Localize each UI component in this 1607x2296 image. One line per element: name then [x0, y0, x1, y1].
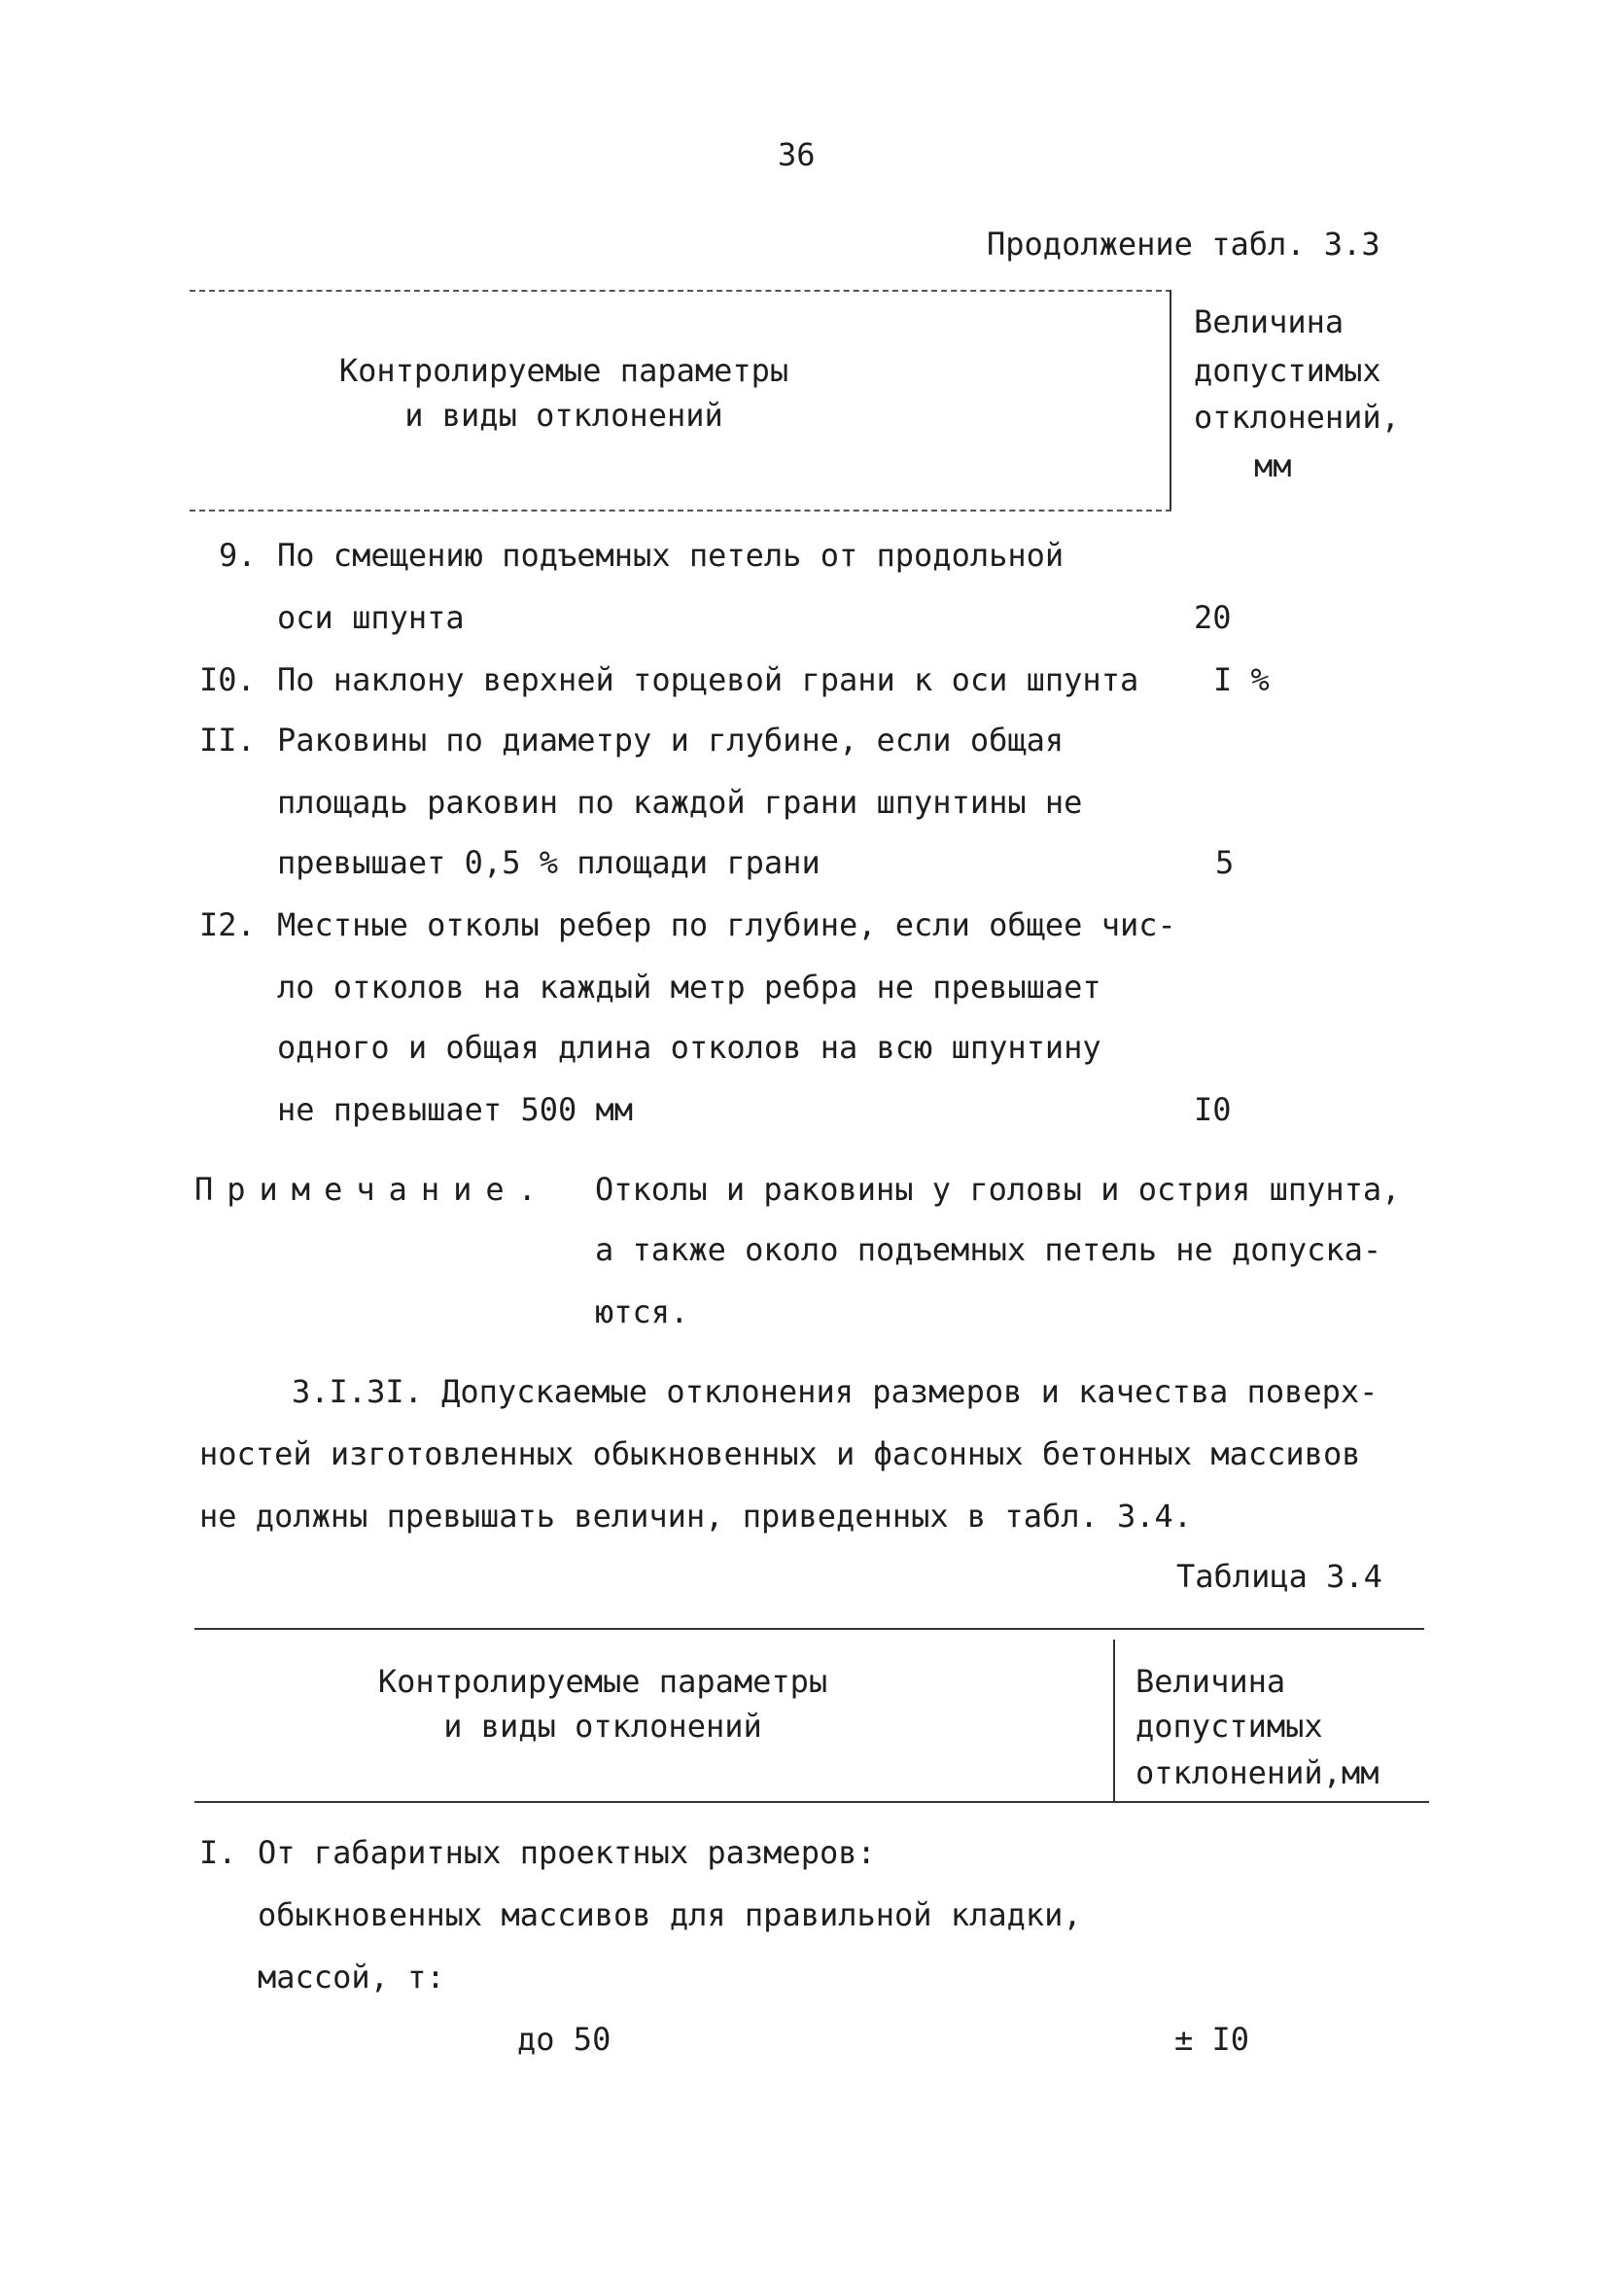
row-text: превышает 0,5 % площади грани	[277, 844, 821, 881]
row-text: одного и общая длина отколов на всю шпунтину	[277, 1029, 1101, 1066]
row-text: обыкновенных массивов для правильной кладки,	[258, 1896, 1082, 1933]
paragraph-line: не должны превышать величин, приведенных в табл. 3.4.	[199, 1498, 1193, 1535]
header-value-line-4: мм	[1254, 447, 1292, 484]
header-value-line-1: Величина	[1194, 303, 1345, 340]
row-number: I0.	[199, 661, 256, 698]
row-number: I2.	[199, 906, 256, 943]
header-param-line-2: и виды отклонений	[404, 397, 723, 434]
sub-row-label: до 50	[517, 2021, 611, 2058]
row-text: По наклону верхней торцевой грани к оси шпунта	[277, 661, 1139, 698]
table-top-rule	[190, 290, 1171, 292]
header-value-line-2: допустимых	[1194, 352, 1381, 389]
table-top-rule	[194, 1628, 1424, 1630]
row-text: оси шпунта	[277, 599, 465, 636]
header-value-line-3: отклонений,	[1194, 399, 1400, 436]
row-value: I %	[1213, 661, 1270, 698]
row-text: не превышает 500 мм	[277, 1091, 634, 1128]
row-value: I0	[1194, 1091, 1232, 1128]
row-number: II.	[199, 722, 256, 759]
row-text: массой, т:	[258, 1959, 445, 1996]
row-text: площадь раковин по каждой грани шпунтины не	[277, 784, 1083, 821]
paragraph-line: 3.I.3I. Допускаемые отклонения размеров и качества поверх-	[292, 1373, 1379, 1410]
header-param-line-1: Контролируемые параметры	[338, 352, 789, 389]
row-text: Местные отколы ребер по глубине, если общее чис-	[277, 906, 1176, 943]
paragraph-line: ностей изготовленных обыкновенных и фасонных бетонных массивов	[199, 1435, 1361, 1472]
row-text: ло отколов на каждый метр ребра не превышает	[277, 969, 1101, 1006]
row-value: 20	[1194, 599, 1232, 636]
row-text: От габаритных проектных размеров:	[258, 1834, 876, 1871]
note-line: а также около подъемных петель не допуска-	[595, 1231, 1382, 1268]
table-header-bottom-rule	[190, 510, 1171, 512]
table-caption: Таблица 3.4	[1176, 1558, 1382, 1595]
header-param-line-2: и виды отклонений	[443, 1708, 762, 1745]
row-number: 9.	[219, 537, 257, 574]
column-divider	[1113, 1640, 1115, 1803]
sub-row-value: ± I0	[1174, 2021, 1250, 2058]
header-value-line-3: отклонений,мм	[1135, 1754, 1380, 1791]
note-label: Примечание.	[194, 1171, 550, 1208]
table-caption: Продолжение табл. 3.3	[987, 226, 1380, 263]
note-line: ются.	[595, 1293, 689, 1330]
column-divider	[1170, 290, 1171, 512]
page-number: 36	[778, 136, 816, 173]
note-line: Отколы и раковины у головы и острия шпунта,	[595, 1171, 1401, 1208]
header-value-line-1: Величина	[1135, 1663, 1286, 1700]
header-value-line-2: допустимых	[1135, 1708, 1323, 1745]
row-number: I.	[199, 1834, 237, 1871]
row-text: Раковины по диаметру и глубине, если общая	[277, 722, 1065, 759]
row-text: По смещению подъемных петель от продольной	[277, 537, 1065, 574]
table-header-bottom-rule	[194, 1801, 1429, 1803]
header-param-line-1: Контролируемые параметры	[377, 1663, 828, 1700]
row-value: 5	[1215, 844, 1235, 881]
